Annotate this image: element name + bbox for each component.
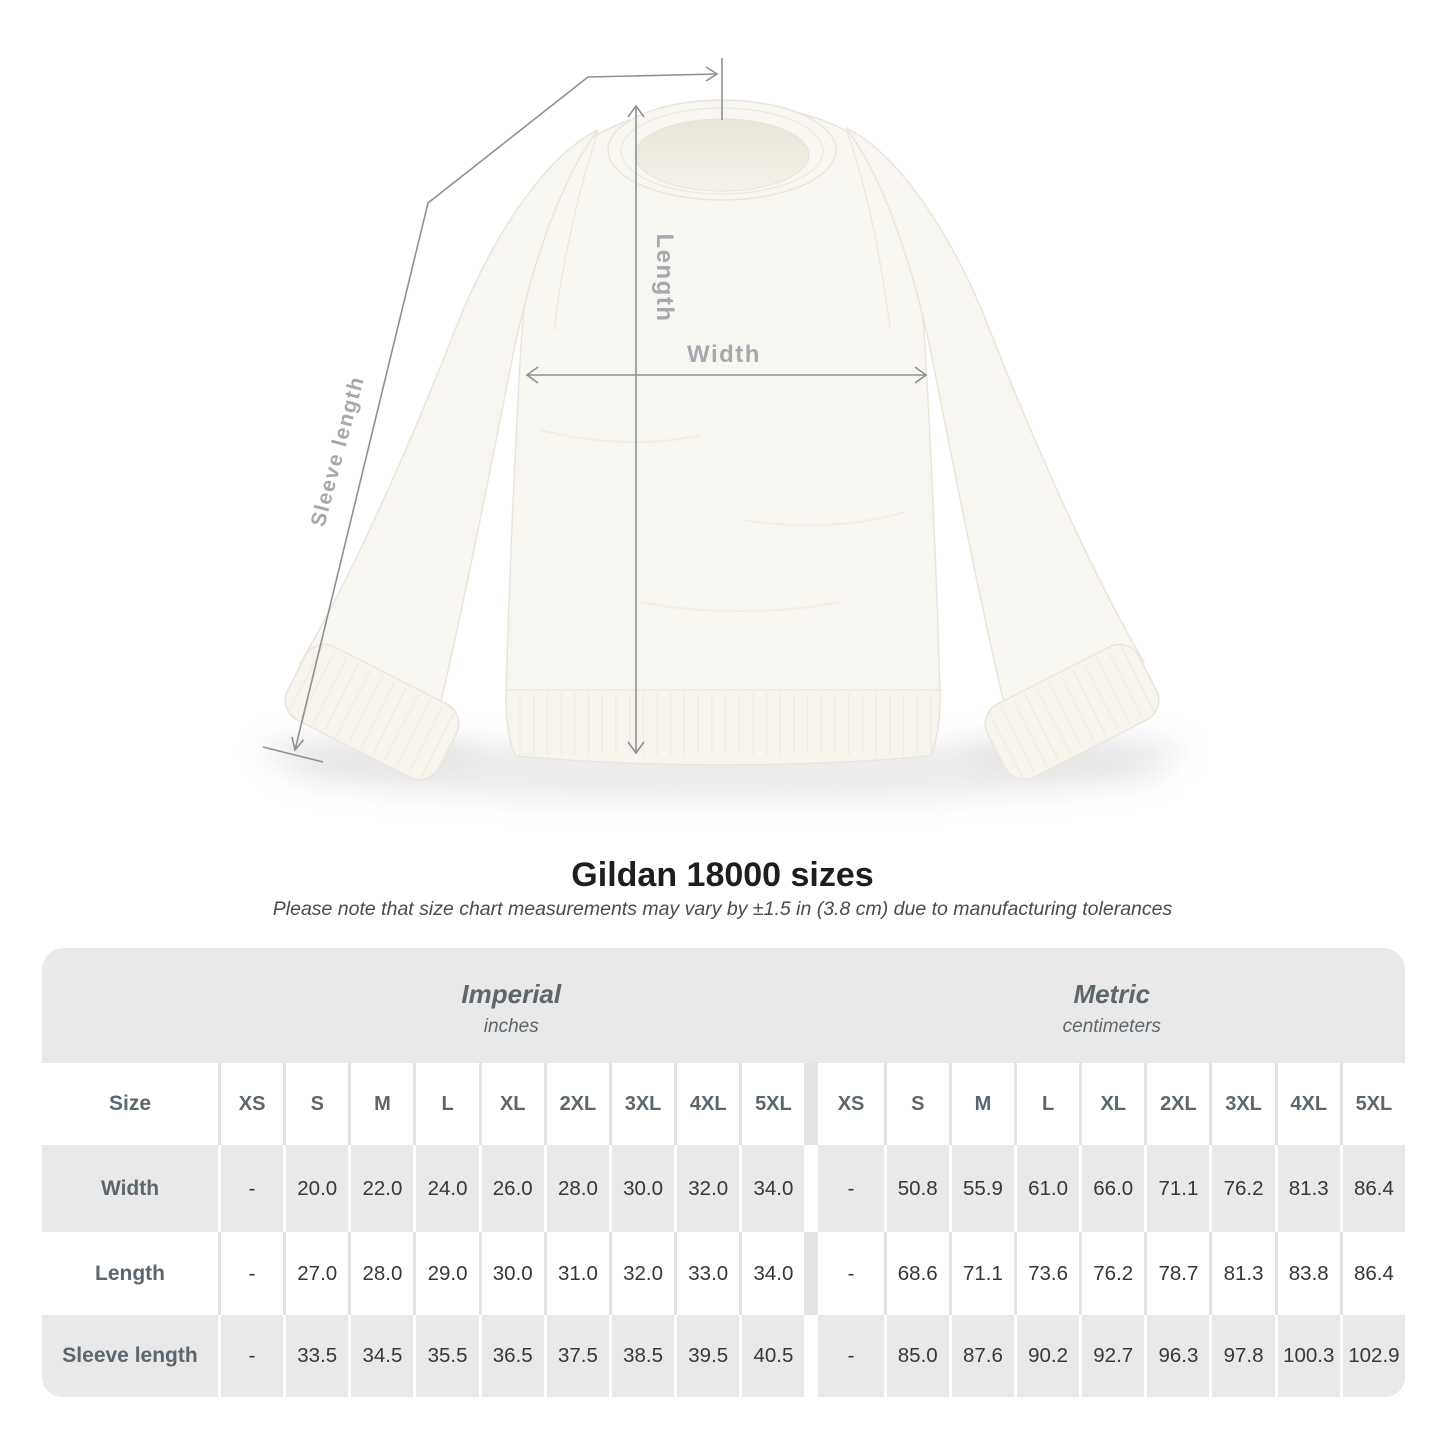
value-cell-metric: 87.6 [949,1315,1014,1397]
row-label: Length [42,1232,218,1315]
size-header-metric: 3XL [1209,1063,1274,1145]
value-cell-metric: 97.8 [1209,1315,1274,1397]
value-cell-metric: 50.8 [884,1145,949,1232]
value-cell-metric: 96.3 [1144,1315,1209,1397]
section-divider [804,1315,818,1397]
value-cell-metric: 68.6 [884,1232,949,1315]
value-cell-metric: - [818,1145,883,1232]
size-header-metric: 4XL [1275,1063,1340,1145]
size-header-metric: 2XL [1144,1063,1209,1145]
value-cell-imperial: 24.0 [413,1145,478,1232]
value-cell-metric: 81.3 [1275,1145,1340,1232]
sleeve-length-label: Sleeve length [306,373,369,530]
value-cell-imperial: 20.0 [283,1145,348,1232]
size-header-metric: M [949,1063,1014,1145]
size-header-imperial: 5XL [739,1063,804,1145]
size-table [42,948,1405,1397]
value-cell-imperial: 27.0 [283,1232,348,1315]
width-label: Width [687,341,761,368]
row-label: Sleeve length [42,1315,218,1397]
size-header-metric: 5XL [1340,1063,1405,1145]
size-column-header: Size [42,1063,218,1145]
size-header-imperial: L [413,1063,478,1145]
value-cell-metric: 61.0 [1014,1145,1079,1232]
value-cell-imperial: 32.0 [609,1232,674,1315]
value-cell-metric: 71.1 [1144,1145,1209,1232]
value-cell-imperial: 32.0 [674,1145,739,1232]
imperial-unit: inches [483,1016,539,1037]
sweatshirt-waistband [506,690,940,765]
table-header-band [42,948,1405,1063]
value-cell-imperial: 38.5 [609,1315,674,1397]
value-cell-imperial: 31.0 [544,1232,609,1315]
value-cell-imperial: 33.0 [674,1232,739,1315]
value-cell-metric: 66.0 [1079,1145,1144,1232]
value-cell-metric: 102.9 [1340,1315,1405,1397]
table-row-width [42,1145,1405,1232]
value-cell-metric: 81.3 [1209,1232,1274,1315]
value-cell-imperial: 35.5 [413,1315,478,1397]
size-header-imperial: 3XL [609,1063,674,1145]
value-cell-imperial: - [218,1145,283,1232]
table-body [42,1145,1405,1397]
size-header-imperial: 2XL [544,1063,609,1145]
value-cell-imperial: 39.5 [674,1315,739,1397]
value-cell-imperial: 22.0 [348,1145,413,1232]
size-header-imperial: 4XL [674,1063,739,1145]
value-cell-metric: 92.7 [1079,1315,1144,1397]
value-cell-imperial: 34.5 [348,1315,413,1397]
row-label: Width [42,1145,218,1232]
value-cell-metric: 55.9 [949,1145,1014,1232]
value-cell-imperial: 26.0 [479,1145,544,1232]
value-cell-imperial: 40.5 [739,1315,804,1397]
band-section-gap [805,948,819,1063]
value-cell-metric: 76.2 [1209,1145,1274,1232]
value-cell-imperial: - [218,1315,283,1397]
size-header-imperial: M [348,1063,413,1145]
table-row-length [42,1232,1405,1315]
value-cell-imperial: 30.0 [479,1232,544,1315]
value-cell-metric: 78.7 [1144,1232,1209,1315]
value-cell-imperial: 37.5 [544,1315,609,1397]
size-header-imperial: XL [479,1063,544,1145]
value-cell-imperial: 33.5 [283,1315,348,1397]
value-cell-metric: 90.2 [1014,1315,1079,1397]
size-chart-title: Gildan 18000 sizes [571,856,874,894]
imperial-section-header [218,948,805,1063]
size-header-imperial: S [283,1063,348,1145]
tolerance-note: Please note that size chart measurements may vary by ±1.5 in (3.8 cm) due to manufacturing tolerances [272,898,1173,920]
value-cell-metric: 73.6 [1014,1232,1079,1315]
value-cell-metric: 86.4 [1340,1145,1405,1232]
metric-section-header [819,948,1406,1063]
size-header-metric: S [884,1063,949,1145]
size-header-imperial: XS [218,1063,283,1145]
value-cell-metric: 85.0 [884,1315,949,1397]
metric-unit: centimeters [1062,1016,1161,1037]
length-label: Length [651,233,678,323]
sizes-header-row [42,1063,1405,1145]
sweatshirt-garment [278,100,1167,787]
size-header-metric: XS [818,1063,883,1145]
value-cell-metric: 76.2 [1079,1232,1144,1315]
value-cell-imperial: - [218,1232,283,1315]
value-cell-metric: 83.8 [1275,1232,1340,1315]
band-label-spacer [42,948,218,1063]
section-divider [804,1145,818,1232]
value-cell-imperial: 28.0 [544,1145,609,1232]
value-cell-metric: - [818,1232,883,1315]
value-cell-imperial: 28.0 [348,1232,413,1315]
section-divider [804,1232,818,1315]
size-header-metric: XL [1079,1063,1144,1145]
value-cell-imperial: 34.0 [739,1232,804,1315]
section-divider [804,1063,818,1145]
size-header-metric: L [1014,1063,1079,1145]
imperial-title: Imperial [461,979,562,1009]
value-cell-metric: 100.3 [1275,1315,1340,1397]
value-cell-metric: 86.4 [1340,1232,1405,1315]
value-cell-imperial: 30.0 [609,1145,674,1232]
value-cell-imperial: 29.0 [413,1232,478,1315]
value-cell-metric: - [818,1315,883,1397]
table-row-sleeve-length [42,1315,1405,1397]
value-cell-metric: 71.1 [949,1232,1014,1315]
metric-title: Metric [1073,979,1151,1009]
value-cell-imperial: 36.5 [479,1315,544,1397]
value-cell-imperial: 34.0 [739,1145,804,1232]
